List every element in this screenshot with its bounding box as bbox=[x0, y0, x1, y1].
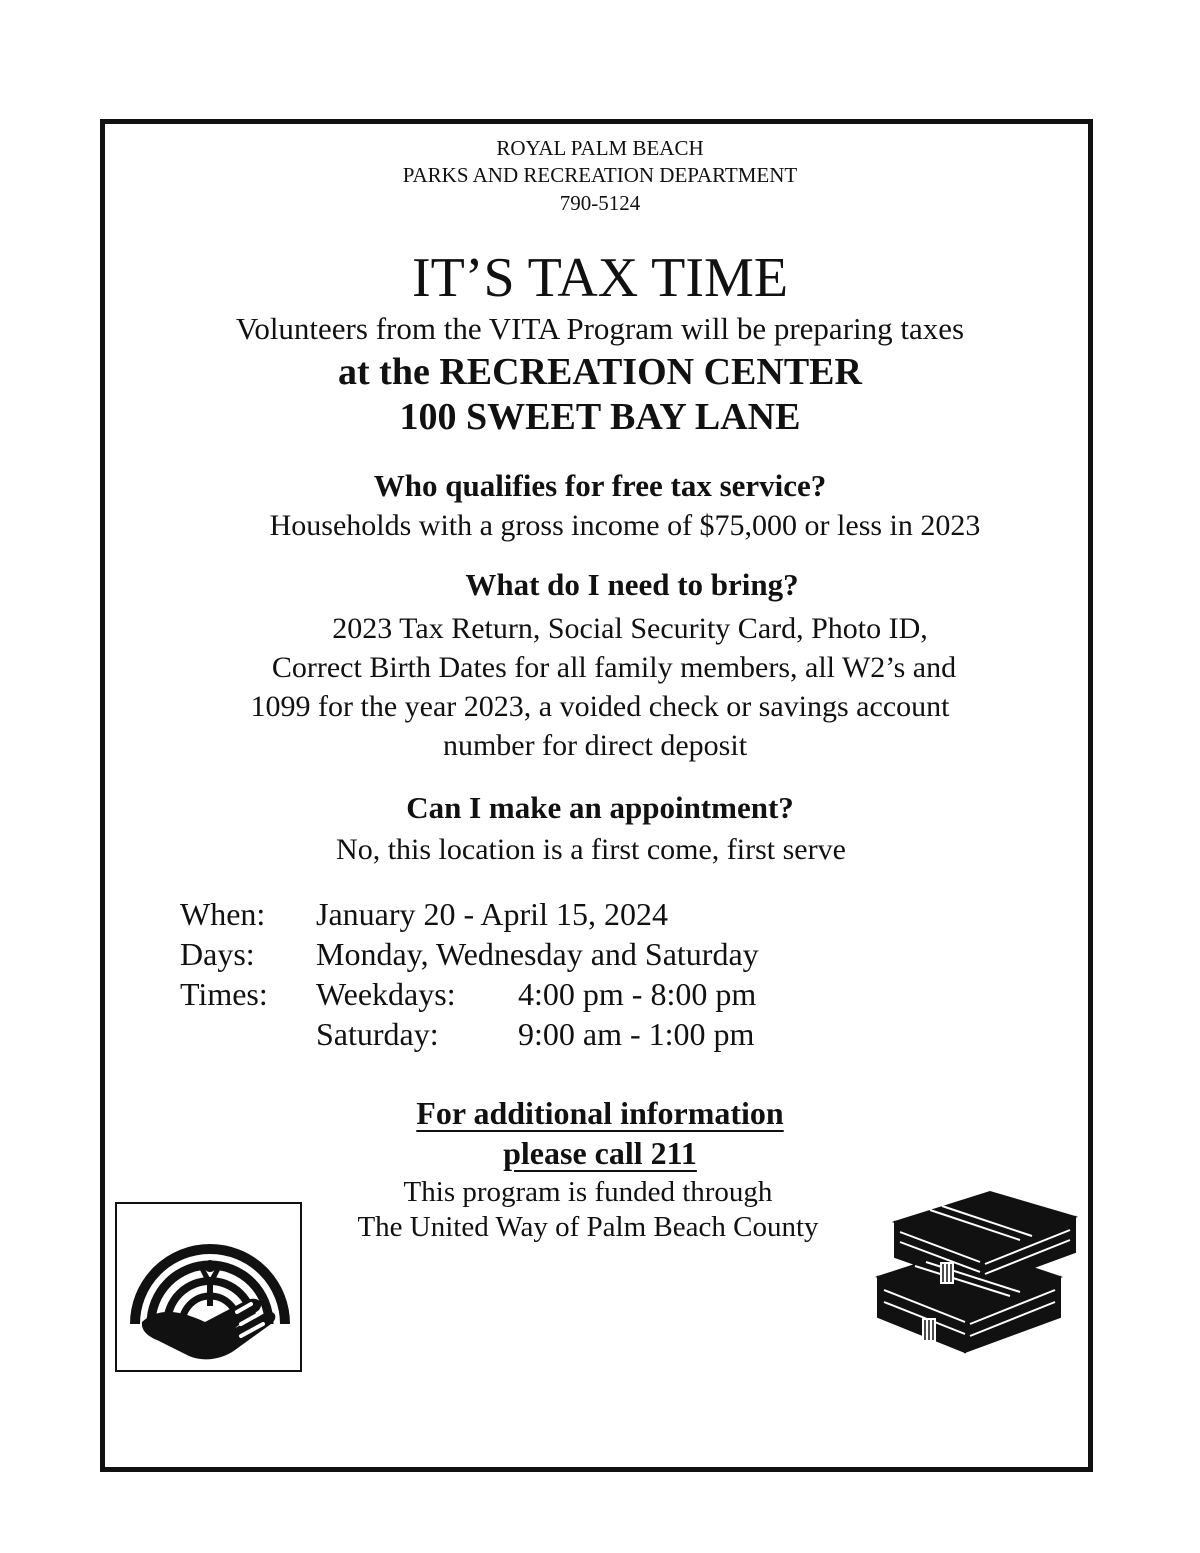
page-title: IT’S TAX TIME bbox=[411, 247, 789, 309]
money-stack-icon bbox=[870, 1182, 1085, 1377]
saturday-hours: 9:00 am - 1:00 pm bbox=[518, 1016, 755, 1052]
bring-line-2: Correct Birth Dates for all family members, all W2’s and bbox=[271, 651, 957, 684]
days-label: Days: bbox=[180, 936, 255, 972]
info-line-1-wrap bbox=[0, 1094, 1200, 1132]
info-line-2-wrap bbox=[0, 1134, 1200, 1172]
appointment-question: Can I make an appointment? bbox=[406, 790, 794, 825]
info-line-2: please call 211 bbox=[503, 1135, 697, 1171]
location-line-1: at the RECREATION CENTER bbox=[338, 351, 862, 393]
days-value: Monday, Wednesday and Saturday bbox=[316, 936, 759, 972]
phone-number: 790-5124 bbox=[559, 191, 641, 215]
info-line-1: For additional information bbox=[416, 1095, 784, 1131]
when-label: When: bbox=[180, 896, 266, 932]
bring-line-3: 1099 for the year 2023, a voided check or savings account bbox=[250, 690, 950, 723]
bring-question: What do I need to bring? bbox=[465, 567, 799, 602]
org-name: ROYAL PALM BEACH bbox=[496, 136, 704, 160]
weekdays-label: Weekdays: bbox=[316, 976, 456, 1012]
times-label: Times: bbox=[180, 976, 268, 1012]
funding-line-2: The United Way of Palm Beach County bbox=[357, 1211, 819, 1243]
funding-line-1: This program is funded through bbox=[403, 1176, 773, 1208]
weekdays-hours: 4:00 pm - 8:00 pm bbox=[518, 976, 757, 1012]
when-value: January 20 - April 15, 2024 bbox=[316, 896, 668, 932]
location-line-2: 100 SWEET BAY LANE bbox=[399, 396, 801, 438]
qualify-answer: Households with a gross income of $75,000 or less in 2023 bbox=[269, 509, 981, 542]
appointment-answer: No, this location is a first come, first serve bbox=[336, 833, 846, 866]
saturday-label: Saturday: bbox=[316, 1016, 439, 1052]
subtitle: Volunteers from the VITA Program will be preparing taxes bbox=[235, 311, 965, 346]
united-way-logo-icon bbox=[115, 1202, 302, 1372]
bring-line-4: number for direct deposit bbox=[442, 729, 748, 762]
department-name: PARKS AND RECREATION DEPARTMENT bbox=[402, 163, 798, 187]
qualify-question: Who qualifies for free tax service? bbox=[373, 468, 827, 503]
bring-line-1: 2023 Tax Return, Social Security Card, Photo ID, bbox=[332, 612, 928, 645]
